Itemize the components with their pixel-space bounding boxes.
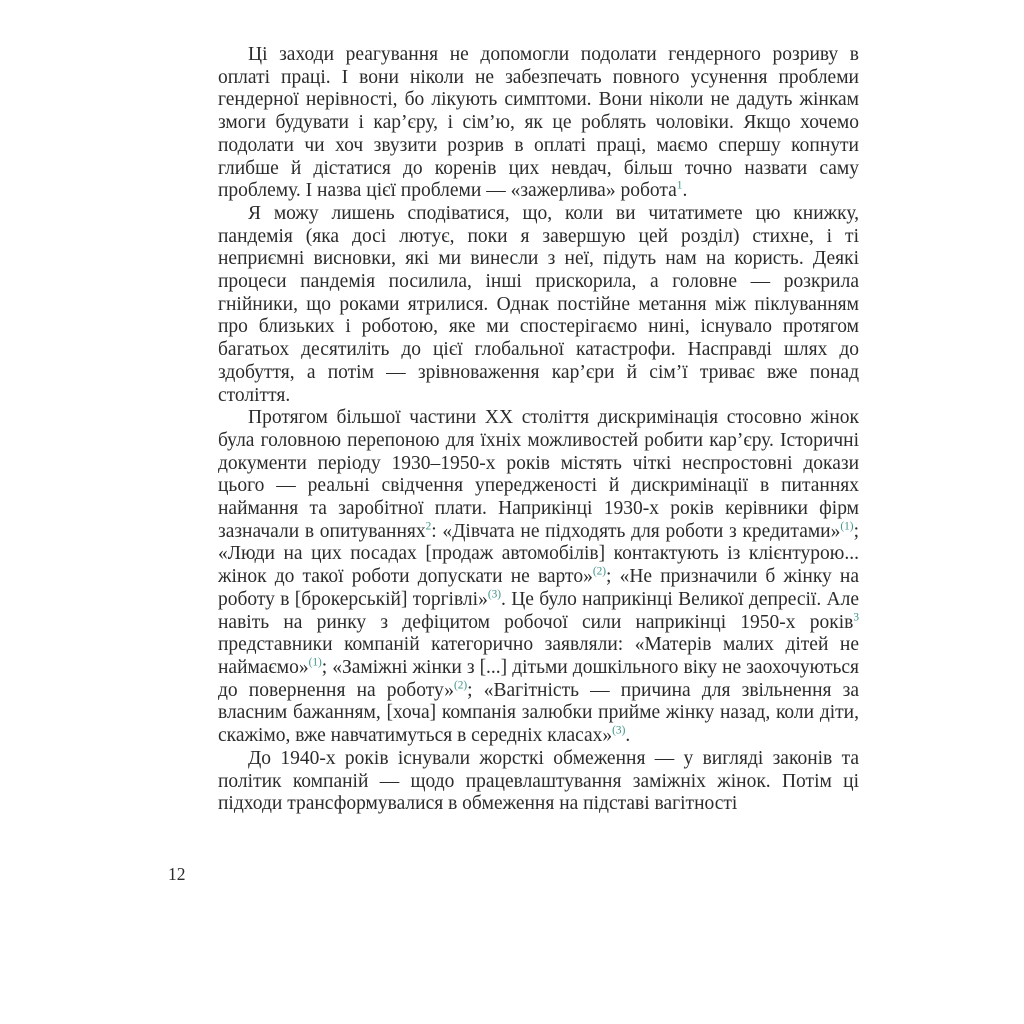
text-block <box>218 44 859 816</box>
paragraph: До 1940-х років існували жорсткі обмеження — у вигляді законів та політик компаній — щодо працевлаштування заміжніх жінок. Потім ці підходи трансформувалися в обмеження на підставі вагітності <box>218 747 859 815</box>
footnote-ref: (1) <box>840 520 854 533</box>
footnote-ref: 1 <box>676 179 683 192</box>
footnote-ref: (1) <box>308 656 322 669</box>
paragraph: Ці заходи реагування не допомогли подолати гендерного розриву в оплаті праці. І вони ніколи не забезпечать повного усунення проблеми гендерної нерівності, бо лікують симптоми. Вони ніколи не дадуть жінкам змоги будувати і кар’єру, і сім’ю, як це роблять чоловіки. Якщо хочемо подолати чи хоч звузити розрив в оплаті праці, маємо спершу копнути глибше й дістатися до коренів цих невдач, більш точно назвати саму проблему. І назва цієї проблеми — «зажерлива» робота$^1$. <box>218 44 859 202</box>
footnote-ref: (2) <box>453 679 468 692</box>
footnote-ref: (3) <box>487 588 502 601</box>
paragraph: Протягом більшої частини XX століття дискримінація стосовно жінок була головною перепоною для їхніх можливостей робити кар’єру. Історичні документи періоду 1930–1950-х років містять чіткі неспростовні докази цього — реальні свідчення упередженості й дискримінації в питаннях наймання та заробітної плати. Наприкінці 1930-х років керівники фірм зазначали в опитуваннях$^2$: «Дівчата не підходять для роботи з кредитами»$^{(1)}$; «Люди на цих посадах [продаж автомобілів] контактують із клієнтурою... жінок до такої роботи допускати не варто»$^{(2)}$; «Не призначили б жінку на роботу в [брокерській] торгівлі»$^{(3)}$. Це було наприкінці Великої депресії. Але навіть на ринку з дефіцитом робочої сили наприкінці 1950-х років$^3$ представники компаній категорично заявляли: «Матерів малих дітей не наймаємо»$^{(1)}$; «Заміжні жінки з [...] дітьми дошкільного віку не заохочуються до повернення на роботу»$^{(2)}$; «Вагітність — причина для звільнення за власним бажанням, [хоча] компанія залюбки прийме жінку назад, коли діти, скажімо, вже навчатимуться в середніх класах»$^{(3)}$. <box>218 407 860 747</box>
footnote-ref: 2 <box>425 520 432 533</box>
paragraph: Я можу лишень сподіватися, що, коли ви читатимете цю книжку, пандемія (яка досі лютує, поки я завершую цей розділ) стихне, і ті неприємні висновки, які ми винесли з неї, підуть нам на користь. Деякі процеси пандемія посилила, інші прискорила, а головне — розкрила гнійники, що роками ятрилися. Однак постійне метання між піклуванням про близьких і роботою, яке ми спостерігаємо нині, існувало протягом багатьох десятиліть до цієї глобальної катастрофи. Насправді шлях до здобуття, а потім — зрівноваження кар’єри й сім’ї триває вже понад століття. <box>218 202 859 406</box>
footnote-ref: (2) <box>592 565 607 578</box>
footnote-ref: 3 <box>853 611 859 624</box>
page-number: 12 <box>168 864 186 884</box>
footnote-ref: (3) <box>612 724 626 737</box>
